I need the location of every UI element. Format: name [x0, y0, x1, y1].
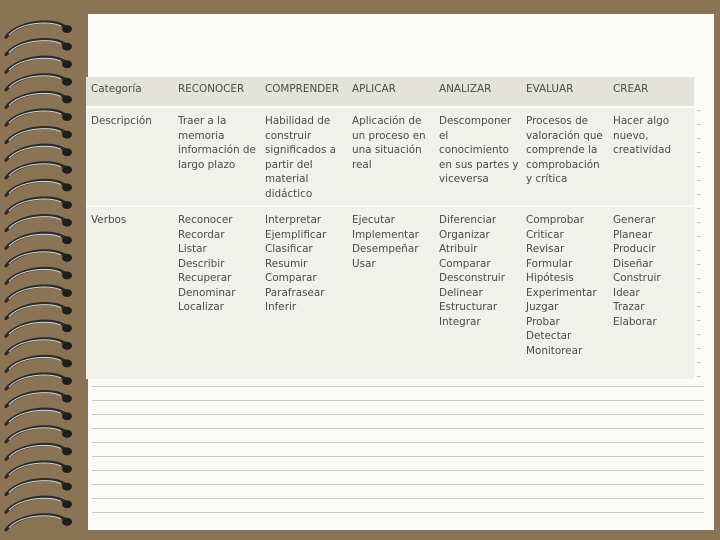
cell-line: material [265, 173, 309, 185]
table-cell [260, 108, 347, 205]
spiral-ring [6, 75, 72, 90]
header-cell: Categoría [86, 77, 173, 106]
spiral-ring [6, 321, 72, 336]
cell-line: Diferenciar [439, 214, 497, 226]
margin-dash [697, 180, 701, 181]
cell-line: Desempeñar [352, 243, 419, 255]
bloom-taxonomy-table [86, 77, 694, 379]
header-cell: COMPRENDER [260, 77, 347, 106]
cell-line: Parafrasear [265, 286, 325, 299]
cell-line: creatividad [613, 144, 672, 156]
header-cell: APLICAR [347, 77, 434, 106]
cell-line: una situación [352, 144, 422, 156]
margin-dash [697, 264, 701, 265]
table-cell [347, 207, 434, 379]
margin-dash [697, 194, 701, 195]
cell-line: un proceso en [352, 129, 426, 142]
cell-line: Idear [613, 286, 640, 299]
spiral-ring [6, 180, 72, 195]
spiral-ring [6, 216, 72, 231]
spiral-ring [6, 374, 72, 389]
margin-dash [697, 320, 701, 321]
cell-line: didáctico [265, 187, 313, 200]
table-cell [608, 207, 694, 379]
cell-line: Reconocer [178, 214, 233, 226]
cell-line: viceversa [439, 173, 489, 185]
margin-dash [697, 236, 701, 237]
margin-dash [697, 152, 701, 153]
cell-line: el [439, 129, 449, 142]
cell-line: Formular [526, 257, 573, 270]
cell-line: Clasificar [265, 243, 313, 255]
cell-line: Aplicación de [352, 115, 422, 127]
cell-line: Criticar [526, 228, 564, 241]
cell-line: conocimiento [439, 144, 510, 156]
cell-line: Procesos de [526, 115, 589, 127]
cell-line: Implementar [352, 228, 419, 241]
spiral-ring [6, 268, 72, 283]
table-row-descripcion [86, 108, 694, 205]
margin-dash [697, 124, 701, 125]
cell-line: comprobación [526, 158, 600, 171]
cell-line: Inferir [265, 301, 297, 313]
cell-line: Juzgar [526, 301, 559, 313]
spiral-ring [6, 110, 72, 125]
spiral-binding [0, 0, 90, 540]
header-cell: ANALIZAR [434, 77, 521, 106]
cell-line: Desconstruir [439, 272, 505, 284]
cell-line: memoria [178, 129, 225, 142]
cell-line: comprende la [526, 144, 598, 156]
spiral-ring [6, 40, 72, 55]
spiral-ring [6, 444, 72, 459]
spiral-ring [6, 392, 72, 407]
spiral-ring [6, 233, 72, 248]
cell-line: Experimentar [526, 286, 597, 299]
table-cell [608, 108, 694, 205]
spiral-ring [6, 92, 72, 107]
table-cell [173, 207, 260, 379]
margin-dash [697, 292, 701, 293]
table-cell [434, 108, 521, 205]
cell-line: Diseñar [613, 257, 653, 270]
cell-line: Recordar [178, 228, 225, 241]
spiral-ring [6, 286, 72, 301]
cell-line: Descomponer [439, 115, 512, 127]
table-cell [521, 108, 608, 205]
cell-line: y crítica [526, 173, 568, 185]
spiral-ring [6, 462, 72, 477]
margin-dash [697, 348, 701, 349]
row-label: Verbos [86, 207, 173, 379]
cell-line: Trazar [613, 301, 645, 313]
cell-line: nuevo, [613, 129, 649, 142]
spiral-ring [6, 163, 72, 178]
spiral-ring [6, 356, 72, 371]
cell-line: Detectar [526, 330, 572, 342]
spiral-ring [6, 480, 72, 495]
cell-line: Construir [613, 272, 661, 284]
cell-line: Recuperar [178, 272, 232, 284]
cell-line: Delinear [439, 286, 483, 299]
cell-line: Interpretar [265, 214, 322, 226]
cell-line: Producir [613, 243, 656, 255]
spiral-ring [6, 515, 72, 530]
cell-line: Listar [178, 243, 207, 255]
cell-line: Hipótesis [526, 272, 574, 284]
margin-dash [697, 166, 701, 167]
cell-line: valoración que [526, 129, 603, 142]
cell-line: Integrar [439, 315, 481, 328]
spiral-ring [6, 409, 72, 424]
table-cell [173, 108, 260, 205]
header-cell: CREAR [608, 77, 694, 106]
cell-line: construir [265, 129, 312, 142]
cell-line: Ejemplificar [265, 228, 327, 241]
margin-dash [697, 376, 701, 377]
header-cell: EVALUAR [521, 77, 608, 106]
cell-line: Estructurar [439, 301, 498, 313]
header-cell: RECONOCER [173, 77, 260, 106]
spiral-ring [6, 145, 72, 160]
margin-dash [697, 306, 701, 307]
cell-line: real [352, 158, 372, 171]
spiral-ring [6, 198, 72, 213]
margin-dash [697, 208, 701, 209]
margin-dash [697, 138, 701, 139]
margin-dash [697, 334, 701, 335]
spiral-ring [6, 497, 72, 512]
cell-line: Elaborar [613, 315, 657, 328]
cell-line: en sus partes y [439, 158, 519, 171]
table-row-verbos [86, 207, 694, 379]
cell-line: Habilidad de [265, 115, 331, 127]
cell-line: Comparar [439, 257, 491, 270]
cell-line: Ejecutar [352, 214, 395, 226]
margin-dash [697, 278, 701, 279]
cell-line: partir del [265, 158, 313, 171]
cell-line: Usar [352, 257, 376, 270]
table-cell [347, 108, 434, 205]
cell-line: Denominar [178, 286, 236, 299]
margin-dash [697, 250, 701, 251]
cell-line: Hacer algo [613, 115, 670, 127]
cell-line: Comparar [265, 272, 317, 284]
cell-line: Resumir [265, 257, 308, 270]
cell-line: Probar [526, 315, 560, 328]
cell-line: Generar [613, 214, 656, 226]
cell-line: Monitorear [526, 344, 583, 357]
cell-line: Describir [178, 257, 225, 270]
table-cell [434, 207, 521, 379]
header-row [86, 77, 694, 106]
cell-line: Revisar [526, 243, 565, 255]
table-cell [521, 207, 608, 379]
cell-line: largo plazo [178, 158, 236, 171]
row-label: Descripción [86, 108, 173, 205]
cell-line: Organizar [439, 228, 490, 241]
spiral-ring [6, 304, 72, 319]
cell-line: información de [178, 144, 256, 156]
cell-line: Atribuir [439, 243, 478, 255]
table-cell [260, 207, 347, 379]
margin-dash [697, 362, 701, 363]
margin-dash [697, 110, 701, 111]
cell-line: Localizar [178, 301, 224, 313]
cell-line: Planear [613, 228, 653, 241]
spiral-ring [6, 251, 72, 266]
spiral-ring [6, 128, 72, 143]
margin-dash [697, 222, 701, 223]
spiral-ring [6, 57, 72, 72]
spiral-ring [6, 339, 72, 354]
cell-line: significados a [265, 144, 337, 156]
cell-line: Traer a la [178, 115, 227, 127]
spiral-ring [6, 427, 72, 442]
cell-line: Comprobar [526, 214, 584, 226]
spiral-ring [6, 22, 72, 37]
